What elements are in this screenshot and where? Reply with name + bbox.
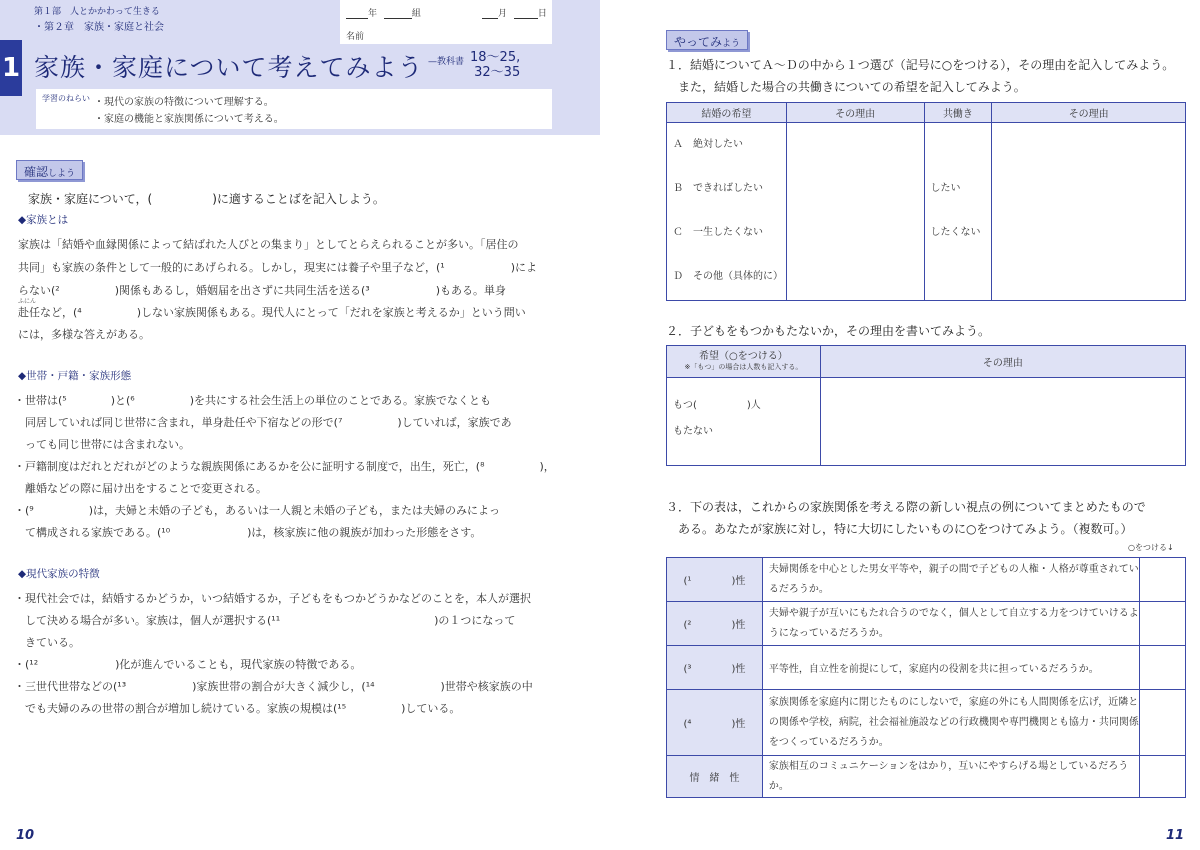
date-day-label: 日 [537,9,547,19]
mark-note: ○をつける↓ [1128,543,1174,552]
paragraph-line: らない(² )関係もあるし，婚姻届を出さずに共同生活を送る(³ )もある。単身 [18,284,506,297]
paragraph-line: 家族は「結婚や血縁関係によって結ばれた人びとの集まり」としてとらえられることが多い。「居住の [18,238,519,251]
family-values-table [666,557,1186,798]
page-number-left: 10 [16,828,35,843]
value-description: 家族相互のコミュニケーションをはかり，互いにやすらげる場としているだろうか。 [762,756,1139,798]
question-1: １．結婚についてＡ～Ｄの中から１つ選び（記号に○をつける），その理由を記入してみよう。 [666,58,1175,72]
choice-no-children[interactable]: もたない [673,426,713,437]
paragraph-line: 離婚などの際に届け出をすることで変更される。 [14,482,267,495]
mark-cell[interactable] [1140,602,1186,646]
col-header: その理由 [786,103,924,123]
paragraph-line: 同居していれば同じ世帯に含まれ，単身赴任や下宿などの形で(⁷ )していれば，家族であ [14,416,512,429]
question-2: ２．子どもをもつかもたないか，その理由を書いてみよう。 [666,324,991,338]
paragraph-line: して決める場合が多い。家族は，個人が選択する(¹¹ )の１つになって [14,614,516,627]
paragraph-line: ・戸籍制度はだれとだれがどのような親族関係にあるかを公に証明する制度で，出生，死亡，(⁸ )， [14,460,555,473]
work-reason-field[interactable] [992,123,1186,301]
marriage-table [666,102,1186,301]
work-choice[interactable]: したくない [930,227,981,238]
paragraph-line: きている。 [14,636,80,649]
paragraph-line: て構成される家族である。(¹⁰ )は，核家族に他の親族が加わった形態をさす。 [14,526,482,539]
paragraph-line: っても同じ世帯には含まれない。 [14,438,190,451]
paragraph-line: ・(⁹ )は，夫婦と未婚の子ども，あるいは一人親と未婚の子ども，または夫婦のみによっ [14,504,500,517]
textbook-pages-1: 18～25, [470,50,521,65]
children-table [666,345,1186,466]
mark-cell[interactable] [1140,756,1186,798]
value-label: (² )性 [667,602,763,646]
children-header-note: ※「もつ」の場合は人数も記入する。 [684,362,803,371]
aim-item: ・現代の家族の特徴について理解する。 [94,97,274,108]
section-title-modern-family: ◆現代家族の特徴 [18,568,100,580]
part-label: 第１部 人とかかわって生きる [34,7,160,17]
marriage-reason-field[interactable] [786,123,924,301]
learning-aims [36,89,552,129]
value-label: (¹ )性 [667,558,763,602]
chapter-label: ・第２章 家族・家庭と社会 [34,22,164,33]
col-header: 結婚の希望 [667,103,787,123]
marriage-choice[interactable]: Ｄ その他（具体的に） [673,271,783,282]
left-page: 年 組 月 日 名前 第１部 人とかかわって生きる ・第２章 家族・家庭と社会 1 家族・家庭について考えてみよう —教科書 18～25, 32～35 学習のねらい ・現代の家族の特徴について理解する。 ・家庭の機能と家族関係について考える。 確認しよう 家族・家庭について，( )に適することばを記入しよう。 ◆家族とは 家族は「結婚や血縁関係によって結ばれた人びとの集まり」としてとらえられることが多い。「居住の 共同」も家族の条件として一般的にあげられる。しかし，現実には養子や里子など，(¹ )によ らない(² )関係もあるし，婚姻届を出さずに共同生活を送る(³ )もある。単身 ふにん 赴任など，(⁴ )しない家族関係もある。現代人にとって「だれを家族と考えるか」という問い には，多様な答えがある。 ◆世帯・戸籍・家族形態 ・世帯は(⁵ )と(⁶ )を共にする社会生活上の単位のことである。家族でなくとも 同居していれば同じ世帯に含まれ，単身赴任や下宿などの形で(⁷ )していれば，家族であ っても同じ世帯には含まれない。 ・戸籍制度はだれとだれがどのような親族関係にあるかを公に証明する制度で，出生，死亡，(⁸ )， 離婚などの際に届け出をすることで変更される。 ・(⁹ )は，夫婦と未婚の子ども，あるいは一人親と未婚の子ども，または夫婦のみによっ て構成される家族である。(¹⁰ )は，核家族に他の親族が加わった形態をさす。 ◆現代家族の特徴 ・現代社会では，結婚するかどうか，いつ結婚するか，子どもをもつかどうかなどのことを，本人が選択 して決める場合が多い。家族は，個人が選択する(¹¹ )の１つになって きている。 ・(¹² )化が進んでいることも，現代家族の特徴である。 ・三世代世帯などの(¹³ )家族世帯の割合が大きく減少し，(¹⁴ )世帯や核家族の中 でも夫婦のみの世帯の割合が増加し続けている。家族の規模は(¹⁵ )している。 10 [0,0,600,850]
question-1-cont: また，結婚した場合の共働きについての希望を記入してみよう。 [666,80,1026,94]
mark-cell[interactable] [1140,690,1186,756]
choice-have-children[interactable]: もつ( )人 [673,400,761,411]
children-reason-field[interactable] [820,378,1185,466]
lead-instruction: 家族・家庭について，( )に適することばを記入しよう。 [28,192,385,206]
value-description: 夫婦や親子が互いにもたれ合うのでなく，個人として自立する力をつけていけるようになっているだろうか。 [762,602,1139,646]
marriage-choice[interactable]: Ａ 絶対したい [673,139,743,150]
paragraph-line: ・(¹² )化が進んでいることも，現代家族の特徴である。 [14,658,362,671]
marriage-choice[interactable]: Ｃ 一生したくない [673,227,763,238]
work-choice[interactable]: したい [930,183,961,194]
textbook-pages-2: 32～35 [474,65,521,80]
aims-label: 学習のねらい [42,94,90,103]
confirm-badge: 確認しよう [16,160,83,180]
date-class-label: 組 [411,9,421,19]
col-header: 共働き [924,103,992,123]
section-title-family: ◆家族とは [18,214,69,226]
value-label: (⁴ )性 [667,690,763,756]
lesson-number: 1 [0,40,22,96]
page-number-right: 11 [1166,828,1185,843]
aim-item: ・家庭の機能と家族関係について考える。 [94,114,284,125]
value-description: 平等性，自立性を前提にして，家庭内の役割を共に担っているだろうか。 [762,646,1139,690]
paragraph-line: でも夫婦のみの世帯の割合が増加し続けている。家族の規模は(¹⁵ )している。 [14,702,461,715]
value-description: 家族関係を家庭内に閉じたものにしないで，家庭の外にも人間関係を広げ，近隣との関係や学校，病院，社会福祉施設などの行政機関や専門機関とも協力・共同関係をつくっているだろうか。 [762,690,1139,756]
question-3-cont: ある。あなたが家族に対し，特に大切にしたいものに○をつけてみよう。（複数可。） [666,522,1133,536]
right-page [600,0,1200,850]
value-label: 情 緒 性 [667,756,763,798]
paragraph-line: には，多様な答えがある。 [18,328,150,341]
textbook-label: 教科書 [437,57,465,67]
children-reason-header: その理由 [820,346,1185,378]
value-description: 夫婦関係を中心とした男女平等や，親子の間で子どもの人権・人格が尊重されているだろうか。 [762,558,1139,602]
section-title-household: ◆世帯・戸籍・家族形態 [18,370,132,382]
mark-cell[interactable] [1140,558,1186,602]
paragraph-line: ・三世代世帯などの(¹³ )家族世帯の割合が大きく減少し，(¹⁴ )世帯や核家族の中 [14,680,533,693]
paragraph-line: 共同」も家族の条件として一般的にあげられる。しかし，現実には養子や里子など，(¹ )によ [18,261,537,274]
date-year-label: 年 [368,9,378,19]
name-label: 名前 [346,32,365,42]
children-header: 希望（○をつける） [699,350,788,362]
paragraph-line: ・現代社会では，結婚するかどうか，いつ結婚するか，子どもをもつかどうかなどのことを，本人が選択 [14,592,531,605]
page-title: 家族・家庭について考えてみよう [34,53,424,82]
value-label: (³ )性 [667,646,763,690]
try-badge: やってみよう [666,30,748,50]
marriage-choice[interactable]: Ｂ できればしたい [673,183,763,194]
furigana: ふにん [18,298,37,305]
date-month-label: 月 [498,9,508,19]
paragraph-line: ・世帯は(⁵ )と(⁶ )を共にする社会生活上の単位のことである。家族でなくとも [14,394,491,407]
question-3: ３．下の表は，これからの家族関係を考える際の新しい視点の例についてまとめたもので [666,500,1146,514]
mark-cell[interactable] [1140,646,1186,690]
paragraph-line: 赴任など，(⁴ )しない家族関係もある。現代人にとって「だれを家族と考えるか」という問い [18,306,526,319]
col-header: その理由 [992,103,1186,123]
